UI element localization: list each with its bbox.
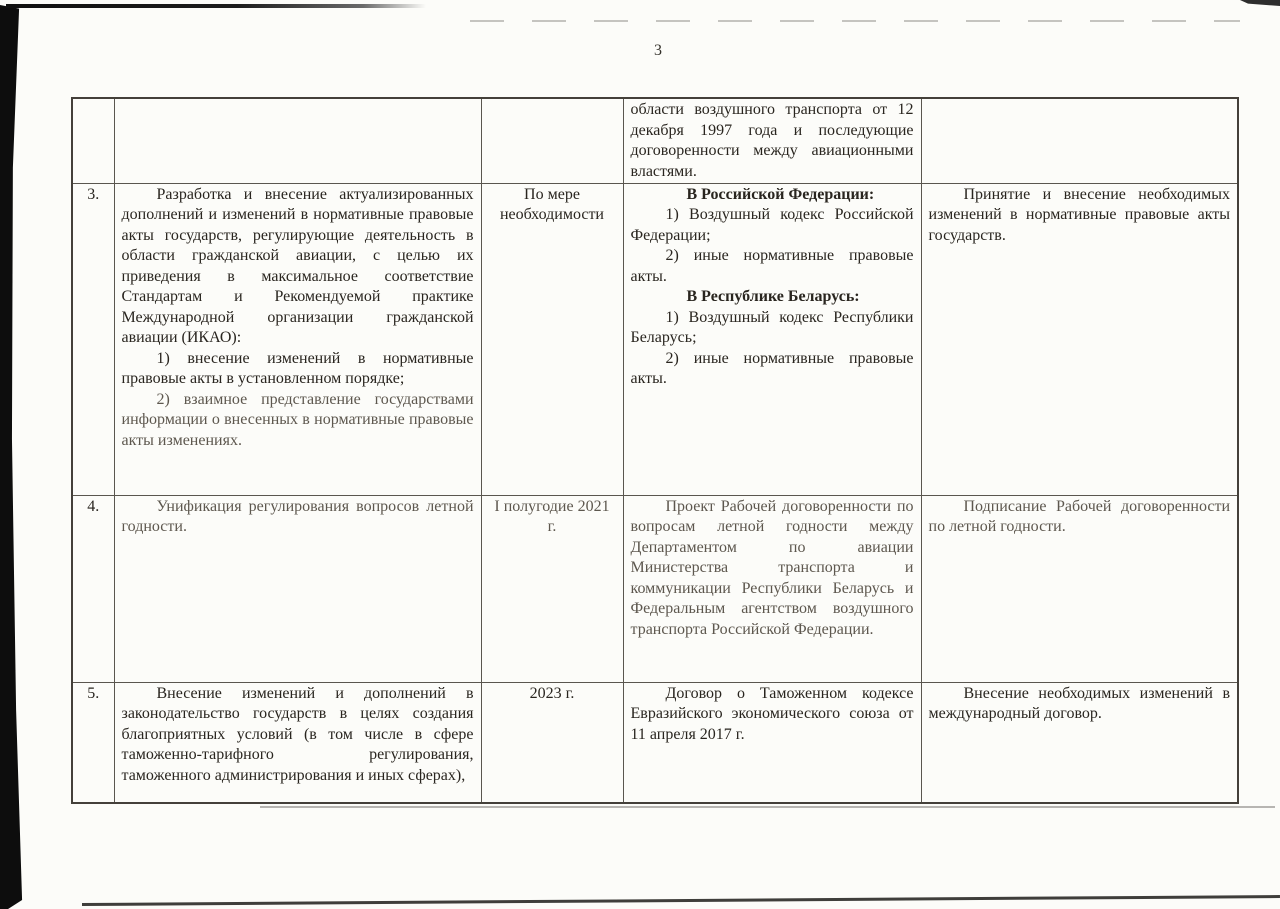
cell-term [481, 183, 623, 495]
cell-result [921, 682, 1238, 803]
activities-plan-table [71, 97, 1239, 804]
paragraph: В Российской Федерации: [686, 185, 875, 203]
cell-documents [623, 495, 921, 682]
paragraph: Разработка и внесение актуализированных дополнений и изменений в нормативные правовые акты государств, регулирующие деятельность в области гражданской авиации, с целью их приведения в максимальное соответствие Стандартам и Рекомендуемой практике Международной организации гражданской авиации (ИКАО): [121, 185, 474, 346]
cell-activity [114, 495, 481, 682]
paragraph: области воздушного транспорта от 12 декабря 1997 года и последующие договоренности между авиационными властями. [630, 101, 914, 180]
paragraph: 1) Воздушный кодекс Российской Федерации; [630, 206, 914, 244]
table-row-continuation [72, 98, 1238, 183]
table-row-5 [72, 682, 1238, 803]
paragraph: 1) Воздушный кодекс Республики Беларусь; [630, 308, 914, 346]
scan-edge-left-artifact [0, 5, 23, 909]
paragraph: 2) взаимное представление государствами информации о внесенных в нормативные правовые акты изменениях. [121, 390, 474, 449]
cell-result [921, 495, 1238, 682]
paragraph: Внесение изменений и дополнений в законодательство государств в целях создания благоприятных условий (в том числе в сфере таможенно-тарифного регулирования, таможенного администрирования и иных сферах), [121, 684, 474, 784]
cell-term [481, 98, 623, 183]
paragraph: 1) внесение изменений в нормативные правовые акты в установленном порядке; [121, 349, 474, 387]
scan-edge-top-artifact [6, 4, 426, 8]
paragraph: Внесение необходимых изменений в международный договор. [928, 684, 1230, 722]
cell-documents [623, 98, 921, 183]
table-row-3 [72, 183, 1238, 495]
cell-activity [114, 682, 481, 803]
cell-result [921, 183, 1238, 495]
paragraph: Договор о Таможенном кодексе Евразийского экономического союза от 11 апреля 2017 г. [630, 684, 914, 743]
cell-activity [114, 98, 481, 183]
cell-term [481, 682, 623, 803]
table-row-4 [72, 495, 1238, 682]
term-text: I полугодие 2021 г. [494, 497, 610, 535]
paragraph: 2) иные нормативные правовые акты. [630, 247, 914, 285]
scan-edge-top-faint-artifact [470, 20, 1240, 22]
paragraph: Унификация регулирования вопросов летной годности. [121, 497, 474, 535]
cell-row-number: 5. [72, 682, 114, 803]
page-number: 3 [654, 42, 662, 59]
paragraph: В Республике Беларусь: [686, 288, 860, 305]
paragraph: 2) иные нормативные правовые акты. [630, 349, 914, 387]
paragraph: Подписание Рабочей договоренности по летной годности. [928, 497, 1230, 535]
paragraph: Проект Рабочей договоренности по вопросам летной годности между Департаментом по авиации Министерства транспорта и коммуникации Республики Беларусь и Федеральным агентством воздушного транспорта Российской Федерации. [630, 497, 914, 638]
cell-row-number: 4. [72, 495, 114, 682]
paragraph: Принятие и внесение необходимых изменений в нормативные правовые акты государств. [928, 185, 1230, 244]
cell-documents [623, 183, 921, 495]
scan-edge-bottom-artifact [82, 895, 1280, 906]
cell-term [481, 495, 623, 682]
term-text: 2023 г. [529, 684, 575, 702]
cell-row-number [72, 98, 114, 183]
cell-documents [623, 682, 921, 803]
cell-row-number: 3. [72, 183, 114, 495]
scan-corner-top-right-artifact [1240, 0, 1280, 6]
table-bottom-shadow-line [260, 806, 1275, 808]
term-text: По мере необходимости [499, 185, 604, 223]
cell-activity [114, 183, 481, 495]
cell-result [921, 98, 1238, 183]
